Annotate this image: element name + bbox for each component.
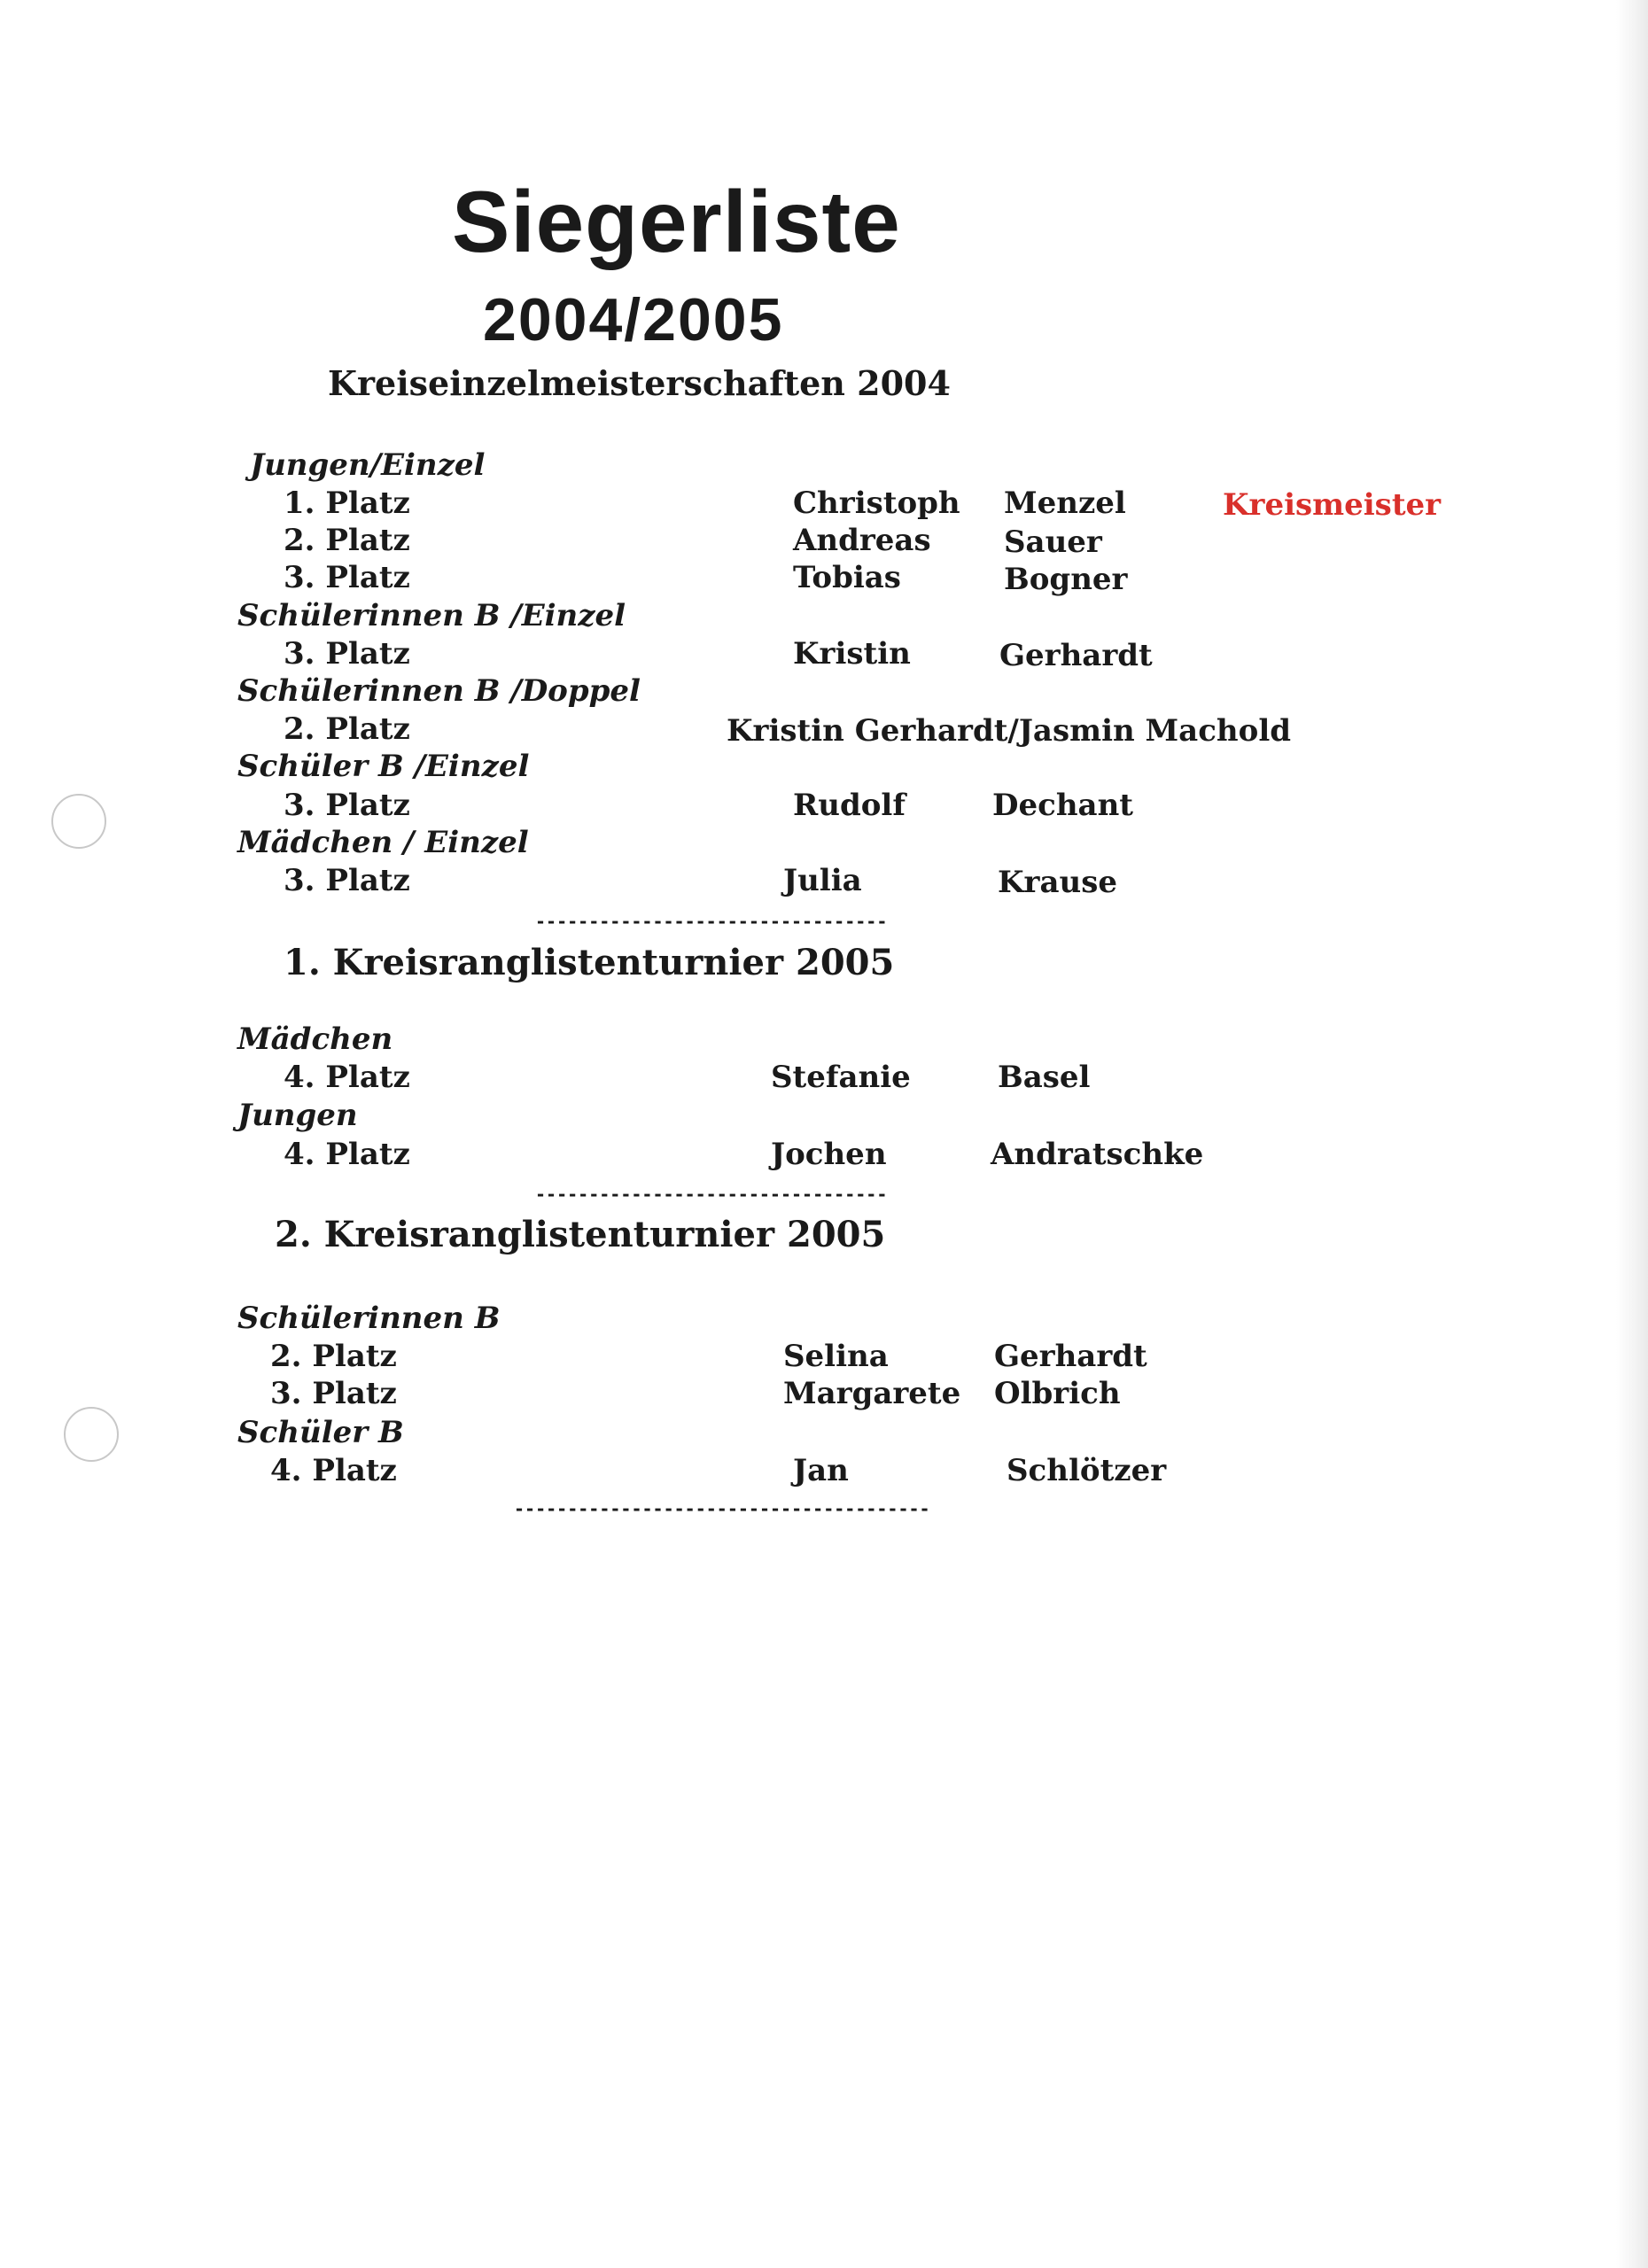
place-label: 3. Platz — [284, 560, 410, 595]
first-name: Christoph — [793, 485, 960, 521]
last-name: Sauer — [1004, 524, 1102, 560]
section-heading-krt1: 1. Kreisranglistenturnier 2005 — [284, 942, 895, 983]
last-name: Basel — [998, 1060, 1091, 1095]
first-name: Selina — [783, 1339, 889, 1374]
separator-line: --------------------------------- — [535, 911, 888, 932]
place-label: 4. Platz — [284, 1137, 410, 1172]
last-name: Andratschke — [991, 1137, 1204, 1172]
place-label: 4. Platz — [270, 1453, 397, 1488]
place-label: 2. Platz — [284, 523, 410, 558]
last-name: Schlötzer — [1007, 1453, 1167, 1488]
kreismeister-note: Kreismeister — [1223, 487, 1442, 523]
place-label: 3. Platz — [284, 863, 410, 898]
category-schuelerinnen-b-einzel: Schülerinnen B /Einzel — [237, 598, 626, 633]
page-title: Siegerliste — [452, 173, 901, 270]
last-name: Gerhardt — [994, 1339, 1147, 1374]
last-name: Dechant — [992, 788, 1133, 823]
punch-hole-bottom — [64, 1407, 119, 1462]
page-edge-shadow — [1616, 0, 1648, 2268]
place-label: 3. Platz — [270, 1376, 397, 1411]
place-label: 4. Platz — [284, 1060, 410, 1095]
first-name: Rudolf — [793, 788, 906, 823]
first-name: Julia — [783, 863, 862, 898]
separator-line: --------------------------------- — [535, 1184, 888, 1205]
separator-line: --------------------------------------- — [514, 1498, 930, 1519]
place-label: 3. Platz — [284, 788, 410, 823]
category-jungen: Jungen — [237, 1098, 358, 1133]
category-schuelerinnen-b: Schülerinnen B — [237, 1301, 501, 1336]
category-schueler-b-einzel: Schüler B /Einzel — [237, 749, 530, 784]
season-heading: 2004/2005 — [483, 286, 784, 353]
category-maedchen: Mädchen — [237, 1021, 393, 1057]
last-name: Krause — [998, 865, 1117, 900]
place-label: 2. Platz — [284, 711, 410, 747]
first-name: Andreas — [793, 523, 931, 558]
last-name: Menzel — [1004, 485, 1126, 521]
last-name: Gerhardt — [999, 638, 1153, 673]
first-name: Jan — [793, 1453, 849, 1488]
first-name: Stefanie — [771, 1060, 911, 1095]
first-name: Tobias — [793, 560, 901, 595]
first-name: Kristin — [793, 636, 911, 672]
doubles-pair: Kristin Gerhardt/Jasmin Machold — [727, 713, 1292, 749]
first-name: Jochen — [771, 1137, 887, 1172]
last-name: Bogner — [1004, 562, 1128, 597]
punch-hole-top — [51, 794, 106, 849]
last-name: Olbrich — [994, 1376, 1121, 1411]
category-jungen-einzel: Jungen/Einzel — [250, 447, 486, 483]
category-schuelerinnen-b-doppel: Schülerinnen B /Doppel — [237, 673, 641, 709]
category-maedchen-einzel: Mädchen / Einzel — [237, 825, 529, 860]
category-schueler-b: Schüler B — [237, 1415, 404, 1450]
place-label: 3. Platz — [284, 636, 410, 672]
first-name: Margarete — [783, 1376, 961, 1411]
section-heading-krt2: 2. Kreisranglistenturnier 2005 — [275, 1214, 886, 1255]
place-label: 1. Platz — [284, 485, 410, 521]
place-label: 2. Platz — [270, 1339, 397, 1374]
championship-heading: Kreiseinzelmeisterschaften 2004 — [328, 363, 951, 403]
